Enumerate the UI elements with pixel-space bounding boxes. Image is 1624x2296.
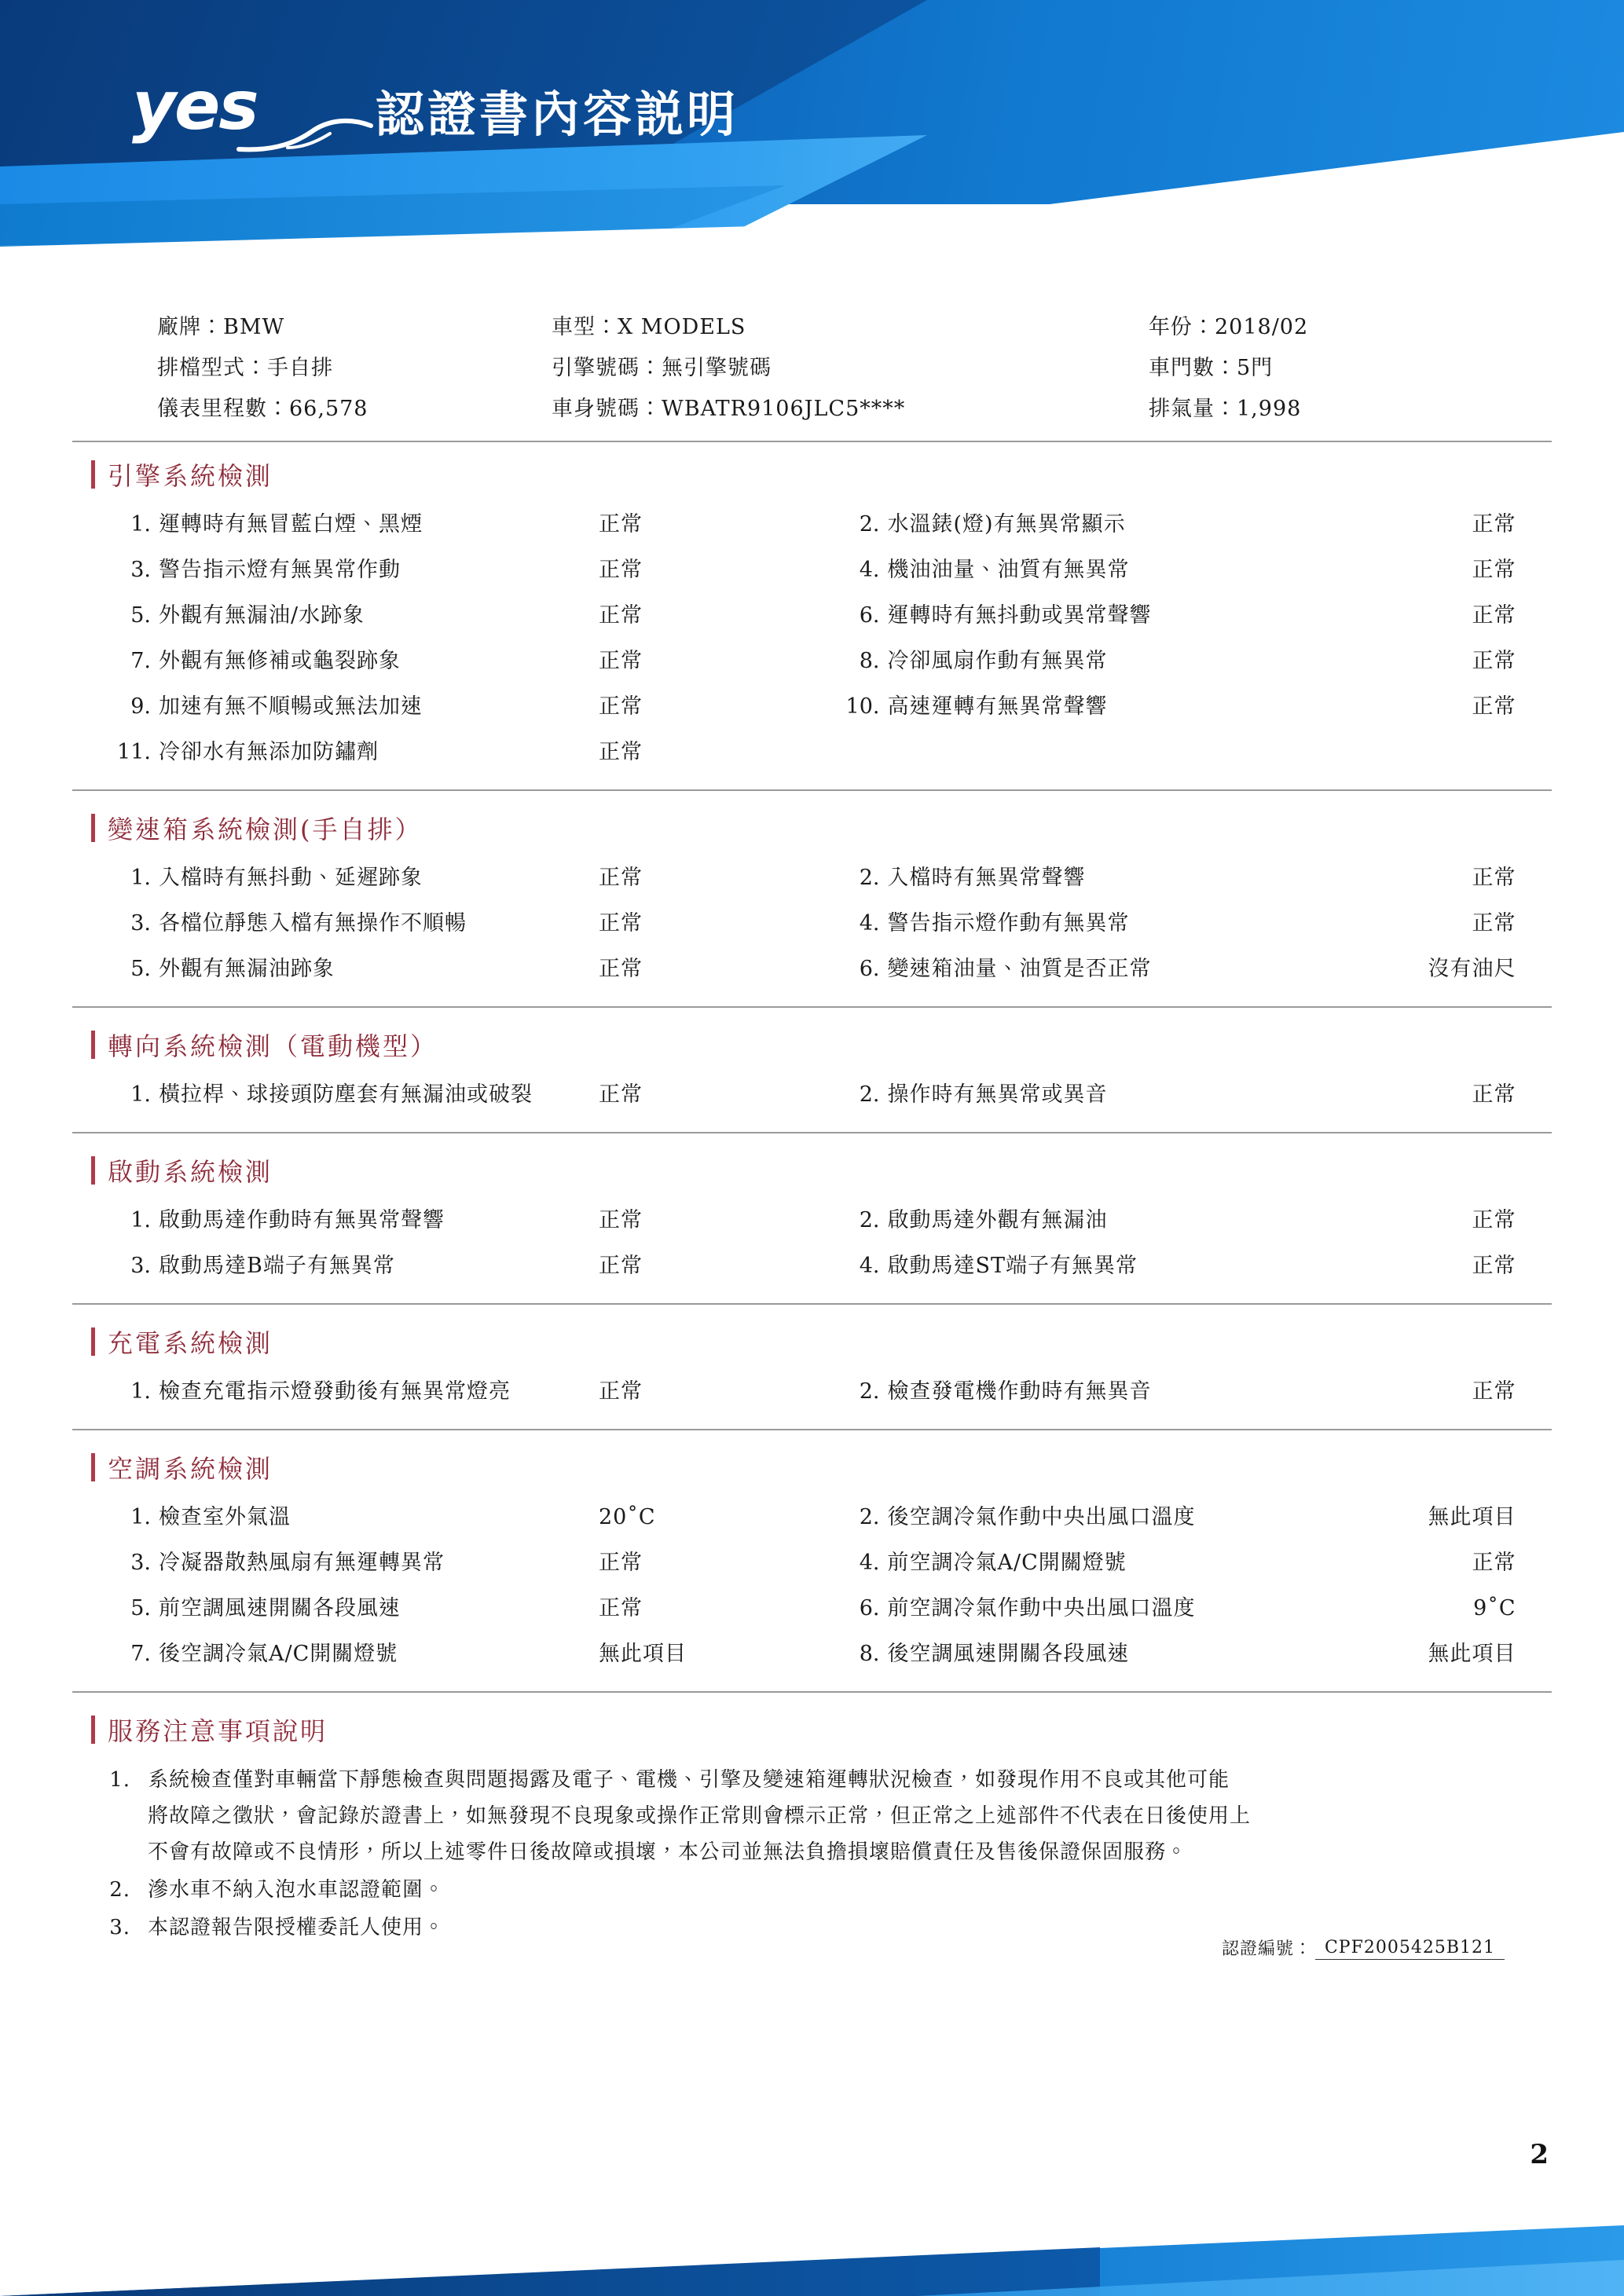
inspection-item [72, 1198, 812, 1243]
notes-title: 服務注意事項說明 [108, 1716, 328, 1746]
page-header [0, 0, 1624, 279]
inspection-item [812, 1369, 1553, 1415]
page-body [0, 301, 1624, 1959]
item-result: 無此項目 [1428, 1505, 1516, 1529]
item-number: 6. [859, 1596, 880, 1620]
item-number: 2. [859, 1082, 880, 1107]
item-label: 冷凝器散熱風扇有無運轉異常 [159, 1551, 445, 1575]
item-result: 正常 [599, 1379, 643, 1404]
car-swoosh-icon [236, 115, 377, 159]
section-heading [72, 442, 1552, 502]
item-number: 6. [859, 957, 880, 981]
inspection-row [72, 1631, 1552, 1677]
certificate-label: 認證編號： [1221, 1939, 1312, 1959]
item-label: 水溫錶(燈)有無異常顯示 [887, 512, 1126, 536]
inspection-row [72, 1540, 1552, 1586]
vehicle-info-col-2 [552, 307, 1149, 430]
inspection-item [812, 593, 1553, 639]
item-label: 外觀有無漏油跡象 [159, 957, 335, 981]
vehicle-info-block [72, 301, 1552, 442]
section-accent-bar [91, 1453, 95, 1481]
inspection-row [72, 639, 1552, 684]
item-label: 外觀有無漏油/水跡象 [159, 603, 365, 628]
item-label: 冷卻水有無添加防鏽劑 [159, 740, 379, 764]
item-label: 入檔時有無異常聲響 [887, 866, 1086, 890]
item-result: 正常 [599, 1596, 643, 1620]
section-items [72, 502, 1552, 791]
inspection-section [72, 1435, 1552, 1697]
section-items [72, 1495, 1552, 1693]
item-result: 正常 [1472, 512, 1516, 536]
item-result: 正常 [599, 957, 643, 981]
item-label [888, 730, 1359, 775]
item-label: 後空調風速開關各段風速 [887, 1642, 1130, 1666]
inspection-row [72, 1072, 1552, 1118]
section-title: 轉向系統檢測（電動機型） [108, 1031, 438, 1061]
item-number: 8. [859, 649, 880, 673]
item-number: 1. [130, 1379, 151, 1404]
item-number: 4. [859, 911, 880, 936]
inspection-item [812, 1198, 1553, 1243]
section-items [72, 855, 1552, 1008]
section-items [72, 1369, 1552, 1430]
item-number: 3. [130, 911, 151, 936]
inspection-section [72, 796, 1552, 1013]
section-heading [72, 1138, 1552, 1198]
inspection-item [812, 502, 1553, 547]
vehicle-displacement: 排氣量：1,998 [1149, 397, 1302, 421]
item-label: 警告指示燈有無異常作動 [159, 558, 401, 582]
item-label: 各檔位靜態入檔有無操作不順暢 [159, 911, 467, 936]
inspection-row [72, 901, 1552, 947]
item-number: 7. [130, 649, 151, 673]
inspection-item [72, 1631, 812, 1677]
item-label: 檢查充電指示燈發動後有無異常燈亮 [159, 1379, 511, 1404]
item-label: 前空調冷氣作動中央出風口溫度 [887, 1596, 1196, 1620]
note-number: 3. [109, 1916, 130, 1939]
item-label: 冷卻風扇作動有無異常 [887, 649, 1108, 673]
item-number: 7. [130, 1642, 151, 1666]
item-result: 正常 [599, 1208, 643, 1232]
note-item [72, 1872, 1552, 1908]
item-result: 9˚C [1473, 1596, 1516, 1620]
item-result: 正常 [1472, 1551, 1516, 1575]
item-number: 8. [859, 1642, 880, 1666]
item-label: 啟動馬達B端子有無異常 [159, 1254, 395, 1278]
inspection-section [72, 1138, 1552, 1309]
item-label: 入檔時有無抖動、延遲跡象 [159, 866, 423, 890]
item-label: 檢查發電機作動時有無異音 [887, 1379, 1152, 1404]
section-items [72, 1198, 1552, 1305]
inspection-item [812, 947, 1553, 992]
section-title: 啟動系統檢測 [108, 1157, 273, 1187]
item-number: 9. [130, 694, 151, 719]
inspection-row [72, 1369, 1552, 1415]
item-number: 11. [117, 740, 151, 764]
inspection-item [72, 547, 812, 593]
inspection-item [72, 1072, 812, 1118]
inspection-item [72, 639, 812, 684]
page-number: 2 [1530, 2139, 1549, 2170]
inspection-section [72, 442, 1552, 796]
content-column [39, 301, 1585, 1959]
item-label: 變速箱油量、油質是否正常 [887, 957, 1152, 981]
inspection-item [72, 684, 812, 730]
vehicle-mileage: 儀表里程數：66,578 [157, 397, 368, 421]
note-line: 將故障之徵狀，會記錄於證書上，如無發現不良現象或操作正常則會標示正常，但正常之上述部件不代表在日後使用上 [148, 1804, 1252, 1828]
note-text [148, 1872, 1552, 1908]
item-number: 3. [130, 1254, 151, 1278]
certificate-number [1222, 1935, 1505, 1960]
item-number: 5. [130, 1596, 151, 1620]
item-result: 正常 [599, 512, 643, 536]
vehicle-model: 車型：X MODELS [552, 315, 746, 339]
item-result: 無此項目 [599, 1642, 687, 1666]
inspection-item [72, 855, 812, 901]
inspection-item [72, 730, 812, 775]
item-result: 沒有油尺 [1428, 957, 1516, 981]
item-label: 啟動馬達作動時有無異常聲響 [159, 1208, 445, 1232]
inspection-item [812, 547, 1553, 593]
note-number: 1. [109, 1768, 130, 1792]
notes-list [72, 1757, 1552, 1946]
inspection-item [812, 901, 1553, 947]
item-number: 2. [859, 866, 880, 890]
inspection-row [72, 547, 1552, 593]
item-label: 啟動馬達外觀有無漏油 [887, 1208, 1108, 1232]
vehicle-year: 年份：2018/02 [1149, 315, 1309, 339]
inspection-row [72, 855, 1552, 901]
inspection-item [812, 1631, 1553, 1677]
section-heading [72, 796, 1552, 855]
item-label: 前空調冷氣A/C開關燈號 [887, 1551, 1127, 1575]
inspection-item [72, 593, 812, 639]
section-items [72, 1072, 1552, 1133]
inspection-section [72, 1309, 1552, 1435]
item-number: 4. [859, 1254, 880, 1278]
section-title: 引擎系統檢測 [108, 461, 273, 491]
item-result: 正常 [599, 558, 643, 582]
inspection-item [72, 1540, 812, 1586]
inspection-section [72, 1013, 1552, 1138]
item-number: 1. [130, 512, 151, 536]
section-title: 變速箱系統檢測(手自排） [108, 815, 423, 844]
item-result: 正常 [599, 649, 643, 673]
notes-heading [72, 1697, 1552, 1757]
section-accent-bar [91, 1327, 95, 1356]
inspection-item [72, 1586, 812, 1631]
section-heading [72, 1435, 1552, 1495]
inspection-item [812, 1495, 1553, 1540]
item-result: 正常 [599, 866, 643, 890]
section-title: 空調系統檢測 [108, 1454, 273, 1484]
item-number: 10. [845, 694, 880, 719]
vehicle-transmission: 排檔型式：手自排 [157, 356, 333, 380]
item-result: 正常 [1472, 558, 1516, 582]
page-title: 認證書內容説明 [376, 86, 739, 143]
item-label: 後空調冷氣作動中央出風口溫度 [887, 1505, 1196, 1529]
note-number: 2. [109, 1878, 130, 1902]
vehicle-doors: 車門數：5門 [1149, 356, 1274, 380]
item-number: 5. [130, 603, 151, 628]
item-result: 正常 [599, 1082, 643, 1107]
service-notes [72, 1697, 1552, 1959]
item-label: 操作時有無異常或異音 [887, 1082, 1108, 1107]
inspection-item [812, 1243, 1553, 1289]
item-number: 6. [859, 603, 880, 628]
vehicle-brand: 廠牌：BMW [157, 315, 285, 339]
item-number: 2. [859, 1379, 880, 1404]
inspection-row [72, 730, 1552, 775]
inspection-item [812, 1072, 1553, 1118]
item-label: 機油油量、油質有無異常 [887, 558, 1130, 582]
inspection-item [812, 855, 1553, 901]
note-line: 不會有故障或不良情形，所以上述零件日後故障或損壞，本公司並無法負擔損壞賠償責任及售後保證保固服務。 [148, 1840, 1188, 1864]
section-heading [72, 1309, 1552, 1369]
section-accent-bar [91, 1031, 95, 1059]
item-label: 前空調風速開關各段風速 [159, 1596, 401, 1620]
certificate-value: CPF2005425B121 [1315, 1938, 1505, 1960]
inspection-item [812, 1586, 1553, 1631]
item-result: 正常 [1472, 866, 1516, 890]
section-accent-bar [91, 460, 95, 489]
item-number: 2. [859, 1505, 880, 1529]
item-number: 5. [130, 957, 151, 981]
item-result: 無此項目 [1428, 1642, 1516, 1666]
section-accent-bar [91, 1716, 95, 1744]
item-result: 20˚C [599, 1505, 656, 1529]
vehicle-info-col-3 [1149, 307, 1526, 430]
item-result: 正常 [599, 1551, 643, 1575]
item-number: 1. [130, 1082, 151, 1107]
item-result: 正常 [1472, 911, 1516, 936]
inspection-item [812, 639, 1553, 684]
item-result: 正常 [599, 603, 643, 628]
item-label: 加速有無不順暢或無法加速 [159, 694, 423, 719]
item-label: 後空調冷氣A/C開關燈號 [159, 1642, 398, 1666]
item-number: 2. [859, 1208, 880, 1232]
section-heading [72, 1013, 1552, 1072]
page-footer [0, 2195, 1624, 2296]
item-result: 正常 [599, 1254, 643, 1278]
item-result: 正常 [1472, 694, 1516, 719]
footer-shape-b [0, 2241, 1100, 2296]
item-result: 正常 [599, 911, 643, 936]
inspection-item [812, 1540, 1553, 1586]
inspection-item [72, 502, 812, 547]
item-number: 1. [130, 1505, 151, 1529]
item-result: 正常 [599, 694, 643, 719]
item-number: 3. [130, 1551, 151, 1575]
item-label: 運轉時有無冒藍白煙、黑煙 [159, 512, 423, 536]
item-number [812, 730, 888, 775]
inspection-item [72, 1369, 812, 1415]
inspection-item [72, 947, 812, 992]
item-number: 4. [859, 558, 880, 582]
item-label: 高速運轉有無異常聲響 [887, 694, 1108, 719]
inspection-sections [72, 442, 1552, 1697]
item-label: 警告指示燈作動有無異常 [887, 911, 1130, 936]
item-label: 檢查室外氣溫 [159, 1505, 291, 1529]
item-result: 正常 [1472, 1082, 1516, 1107]
item-result: 正常 [1472, 1379, 1516, 1404]
inspection-item [72, 1495, 812, 1540]
item-result: 正常 [599, 740, 643, 764]
inspection-row [72, 947, 1552, 992]
inspection-item [72, 1243, 812, 1289]
section-title: 充電系統檢測 [108, 1328, 273, 1358]
item-result: 正常 [1472, 1254, 1516, 1278]
item-label: 運轉時有無抖動或異常聲響 [887, 603, 1152, 628]
inspection-item [812, 730, 1553, 775]
inspection-row [72, 1495, 1552, 1540]
item-number: 1. [130, 1208, 151, 1232]
vehicle-vin: 車身號碼：WBATR9106JLC5**** [552, 397, 906, 421]
item-number: 4. [859, 1551, 880, 1575]
section-accent-bar [91, 1156, 95, 1185]
item-result: 正常 [1472, 603, 1516, 628]
inspection-row [72, 1586, 1552, 1631]
inspection-row [72, 593, 1552, 639]
brand-logo [132, 67, 368, 157]
inspection-row [72, 684, 1552, 730]
item-number: 1. [130, 866, 151, 890]
item-result [1359, 730, 1516, 775]
inspection-row [72, 502, 1552, 547]
item-result: 正常 [1472, 649, 1516, 673]
item-number: 2. [859, 512, 880, 536]
inspection-row [72, 1243, 1552, 1289]
item-label: 橫拉桿、球接頭防塵套有無漏油或破裂 [159, 1082, 533, 1107]
inspection-item [72, 901, 812, 947]
item-number: 3. [130, 558, 151, 582]
item-result: 正常 [1472, 1208, 1516, 1232]
note-line: 系統檢查僅對車輛當下靜態檢查與問題揭露及電子、電機、引擎及變速箱運轉狀況檢查，如發現作用不良或其他可能 [148, 1768, 1230, 1792]
item-label: 啟動馬達ST端子有無異常 [887, 1254, 1138, 1278]
inspection-item [812, 684, 1553, 730]
note-text [148, 1762, 1552, 1870]
section-accent-bar [91, 814, 95, 842]
item-label: 外觀有無修補或龜裂跡象 [159, 649, 401, 673]
inspection-row [72, 1198, 1552, 1243]
vehicle-engine-number: 引擎號碼：無引擎號碼 [552, 356, 772, 380]
note-line: 滲水車不納入泡水車認證範圍。 [148, 1878, 445, 1902]
logo-text: yes [132, 67, 258, 145]
note-line: 本認證報告限授權委託人使用。 [148, 1916, 445, 1939]
vehicle-info-col-1 [72, 307, 552, 430]
note-item [72, 1762, 1552, 1870]
